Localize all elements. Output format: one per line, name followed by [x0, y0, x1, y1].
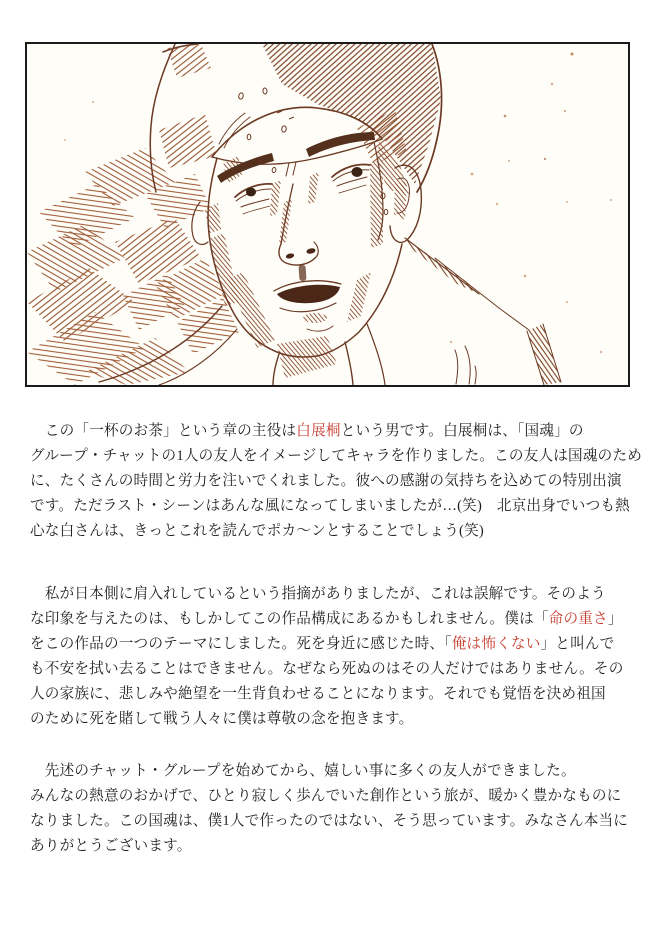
body-text: みんなの熱意のおかげで、ひとり寂しく歩んでいた創作という旅が、暖かく豊かなものに: [30, 788, 622, 804]
body-text: グループ・チャットの1人の友人をイメージしてキャラを作りました。この友人は国魂のため: [30, 448, 643, 464]
accent-text: 命の重さ: [548, 611, 608, 627]
body-text: に、たくさんの時間と労力を注いでくれました。彼への感謝の気持ちを込めての特別出演: [30, 473, 622, 489]
portrait-illustration: [27, 44, 628, 385]
body-text: という男です。白展桐は、「国魂」の: [340, 423, 584, 439]
text-line: [30, 834, 638, 859]
body-text: ありがとうございます。: [30, 838, 192, 854]
body-text: 心な白さんは、きっとこれを読んでポカ〜ンとすることでしょう(笑): [30, 523, 484, 539]
accent-text: 白展桐: [296, 423, 341, 439]
text-line: [30, 519, 638, 544]
text-line: [30, 444, 643, 469]
body-text: 」と叫んで: [540, 636, 615, 652]
accent-text: 俺は怖くない: [451, 636, 541, 652]
body-text: 私が日本側に肩入れしているという指摘がありましたが、これは誤解です。そのよう: [30, 586, 606, 602]
body-text: 先述のチャット・グループを始めてから、嬉しい事に多くの友人ができました。: [30, 763, 576, 779]
body-text: なりました。この国魂は、僕1人で作ったのではない、そう思っています。みなさん本当に: [30, 813, 629, 829]
text-line: [30, 707, 638, 732]
text-line: [30, 494, 638, 519]
body-text: な印象を与えたのは、もしかしてこの作品構成にあるかもしれません。僕は「: [30, 611, 549, 627]
text-line: [30, 759, 638, 784]
body-text: 」: [607, 611, 623, 627]
paragraph: [30, 759, 638, 859]
body-text: この「一杯のお茶」という章の主役は: [30, 423, 297, 439]
text-line: [30, 419, 638, 444]
text-line: [30, 682, 638, 707]
paragraph: [30, 582, 638, 732]
body-text: です。ただラスト・シーンはあんな風になってしまいましたが…(笑) 北京出身でいつも熱: [30, 498, 630, 514]
text-line: [30, 784, 638, 809]
text-line: [30, 582, 638, 607]
body-text: 人の家族に、悲しみや絶望を一生背負わせることになります。それでも覚悟を決め祖国: [30, 686, 606, 702]
body-text: のために死を賭して戦う人々に僕は尊敬の念を抱きます。: [30, 711, 414, 727]
illustration-frame: [25, 42, 630, 387]
paragraph: [30, 419, 643, 544]
text-line: [30, 809, 638, 834]
text-line: [30, 469, 638, 494]
body-text: をこの作品の一つのテーマにしました。死を身近に感じた時、「: [30, 636, 452, 652]
text-line: [30, 657, 638, 682]
body-text: も不安を拭い去ることはできません。なぜなら死ぬのはその人だけではありません。その: [30, 661, 624, 677]
afterword-text: [30, 419, 643, 859]
text-line: [30, 632, 638, 657]
text-line: [30, 607, 638, 632]
